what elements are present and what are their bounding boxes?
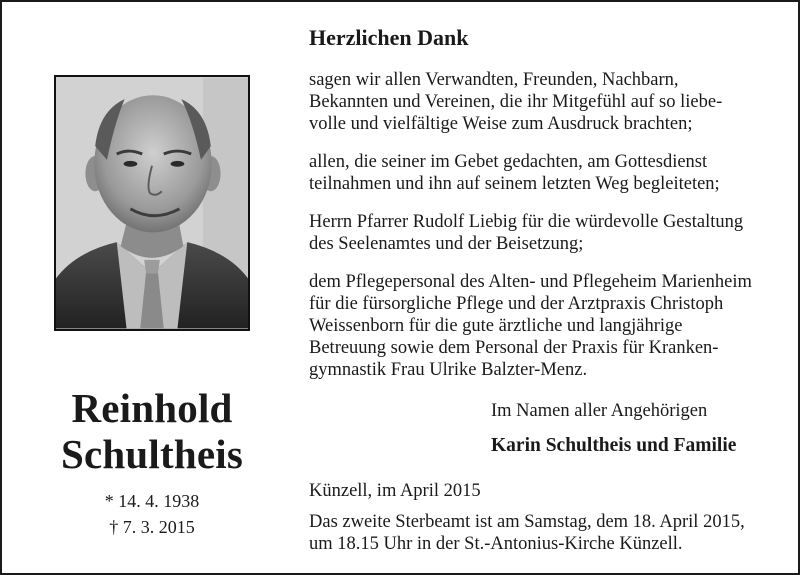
text-line: teilnahmen und ihn auf seinem letzten Weg begleiteten;: [309, 174, 720, 194]
text-line: Bekannten und Vereinen, die ihr Mitgefühl auf so liebe-: [309, 92, 723, 112]
text-line: Herrn Pfarrer Rudolf Liebig für die würdevolle Gestaltung: [309, 212, 744, 232]
text-line: dem Pflegepersonal des Alten- und Pflegeheim Marienheim: [309, 272, 752, 292]
text-line: Weissenborn für die gute ärztliche und langjährige: [309, 316, 683, 336]
text-line: Betreuung sowie dem Personal der Praxis für Kranken-: [309, 338, 719, 358]
birth-date: * 14. 4. 1938: [104, 491, 200, 511]
text-line: gymnastik Frau Ulrike Balzter-Menz.: [309, 360, 588, 380]
family-signature: Karin Schultheis und Familie: [491, 435, 737, 456]
text-line: sagen wir allen Verwandten, Freunden, Nachbarn,: [309, 70, 679, 90]
heading: Herzlichen Dank: [309, 25, 469, 50]
thanks-paragraph-2: [309, 151, 789, 195]
thanks-paragraph-3: [309, 211, 789, 255]
memorial-mass-notice: [309, 511, 789, 555]
deceased-first-name: Reinhold: [71, 385, 233, 431]
text-line: für die fürsorgliche Pflege und der Arztpraxis Christoph: [309, 294, 724, 314]
text-line: volle und vielfältige Weise zum Ausdruck brachten;: [309, 114, 693, 134]
signoff-text: Im Namen aller Angehörigen: [491, 401, 708, 421]
thanks-paragraph-1: [309, 69, 789, 135]
text-line: Das zweite Sterbeamt ist am Samstag, dem 18. April 2015,: [309, 512, 745, 532]
text-line: des Seelenamtes und der Beisetzung;: [309, 234, 584, 254]
deceased-last-name: Schultheis: [61, 431, 243, 477]
place-date: Künzell, im April 2015: [309, 481, 481, 501]
thanks-paragraph-4: [309, 271, 789, 381]
death-date: † 7. 3. 2015: [109, 517, 195, 537]
portrait-photo: [54, 75, 250, 331]
text-line: allen, die seiner im Gebet gedachten, am Gottesdienst: [309, 152, 708, 172]
text-line: um 18.15 Uhr in der St.-Antonius-Kirche Künzell.: [309, 534, 683, 554]
